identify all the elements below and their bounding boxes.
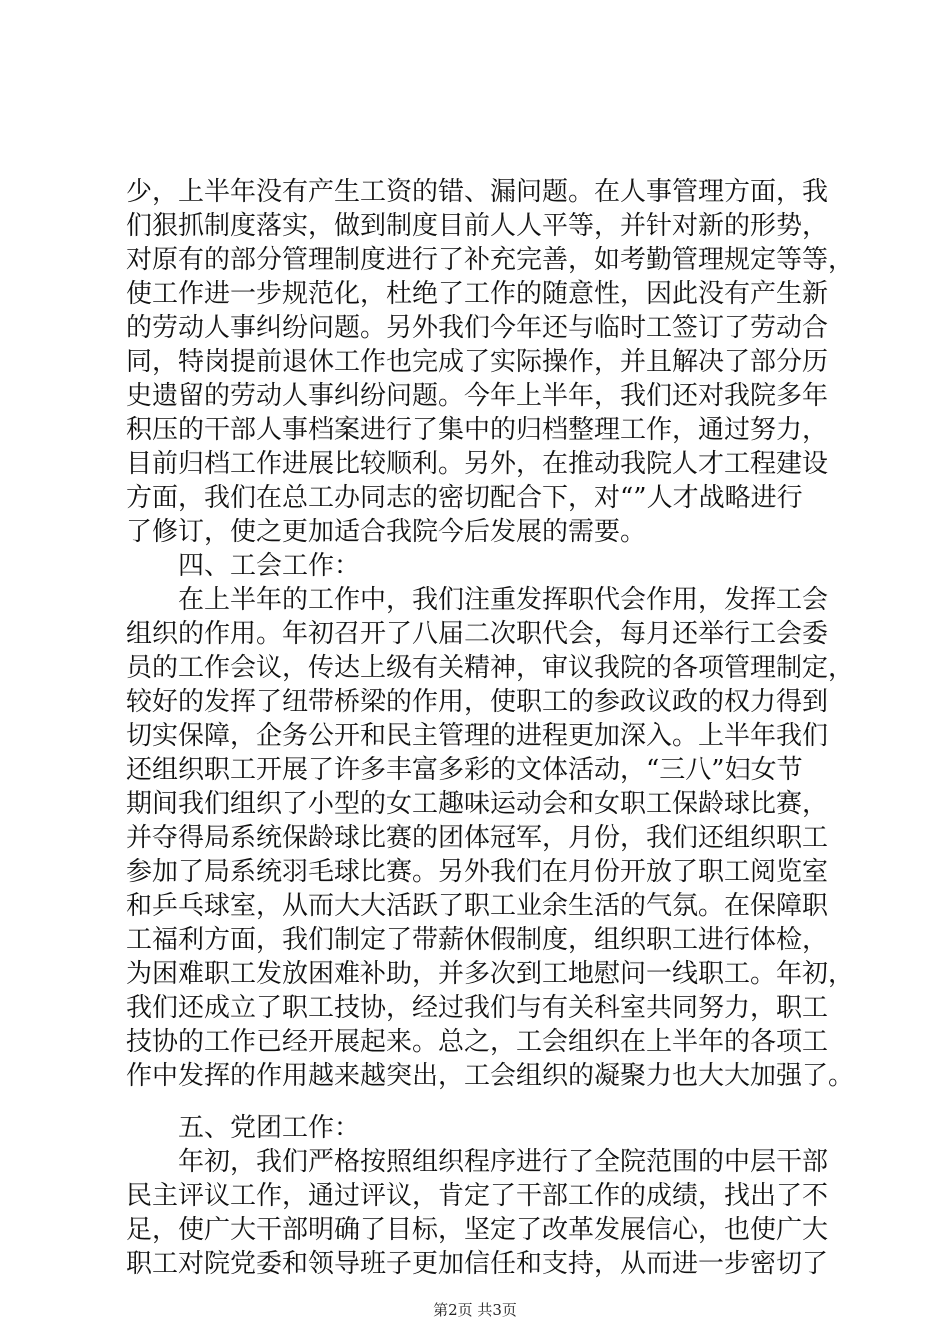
text-line: 了修订，使之更加适合我院今后发展的需要。	[126, 517, 647, 547]
text-line: 参加了局系统羽毛球比赛。另外我们在月份开放了职工阅览室	[126, 857, 829, 887]
text-line: 较好的发挥了纽带桥梁的作用，使职工的参政议政的权力得到	[126, 687, 829, 717]
page-number-footer: 第2页 共3页	[433, 1301, 517, 1319]
text-line: 为困难职工发放困难补助，并多次到工地慰问一线职工。年初，	[126, 959, 855, 989]
text-line: 在上半年的工作中，我们注重发挥职代会作用，发挥工会	[178, 585, 829, 615]
text-line: 组织的作用。年初召开了八届二次职代会，每月还举行工会委	[126, 619, 829, 649]
section-heading: 四、工会工作：	[178, 551, 361, 581]
text-line: 们狠抓制度落实，做到制度目前人人平等，并针对新的形势，	[126, 211, 829, 241]
section-heading: 五、党团工作：	[178, 1113, 361, 1143]
text-line: 工福利方面，我们制定了带薪休假制度，组织职工进行体检，	[126, 925, 829, 955]
text-line: 和乒乓球室，从而大大活跃了职工业余生活的气氛。在保障职	[126, 891, 829, 921]
text-line: 年初，我们严格按照组织程序进行了全院范围的中层干部	[178, 1147, 829, 1177]
text-line: 少，上半年没有产生工资的错、漏问题。在人事管理方面，我	[126, 177, 829, 207]
text-line: 目前归档工作进展比较顺利。另外，在推动我院人才工程建设	[126, 449, 829, 479]
text-line: 切实保障，企务公开和民主管理的进程更加深入。上半年我们	[126, 721, 829, 751]
text-line: 积压的干部人事档案进行了集中的归档整理工作，通过努力，	[126, 415, 829, 445]
text-line: 作中发挥的作用越来越突出，工会组织的凝聚力也大大加强了。	[126, 1061, 855, 1091]
text-line: 对原有的部分管理制度进行了补充完善，如考勤管理规定等等，	[126, 245, 855, 275]
text-line: 足，使广大干部明确了目标，坚定了改革发展信心，也使广大	[126, 1215, 829, 1245]
text-line: 的劳动人事纠纷问题。另外我们今年还与临时工签订了劳动合	[126, 313, 829, 343]
text-line: 并夺得局系统保龄球比赛的团体冠军，月份，我们还组织职工	[126, 823, 829, 853]
text-line: 方面，我们在总工办同志的密切配合下，对“”人才战略进行	[126, 483, 803, 513]
text-line: 史遗留的劳动人事纠纷问题。今年上半年，我们还对我院多年	[126, 381, 829, 411]
text-line: 还组织职工开展了许多丰富多彩的文体活动，“三八”妇女节	[126, 755, 803, 785]
text-line: 同，特岗提前退休工作也完成了实际操作，并且解决了部分历	[126, 347, 829, 377]
text-line: 技协的工作已经开展起来。总之，工会组织在上半年的各项工	[126, 1027, 829, 1057]
text-line: 民主评议工作，通过评议，肯定了干部工作的成绩，找出了不	[126, 1181, 829, 1211]
text-line: 我们还成立了职工技协，经过我们与有关科室共同努力，职工	[126, 993, 829, 1023]
text-line: 使工作进一步规范化，杜绝了工作的随意性，因此没有产生新	[126, 279, 829, 309]
text-line: 期间我们组织了小型的女工趣味运动会和女职工保龄球比赛，	[126, 789, 829, 819]
text-line: 员的工作会议，传达上级有关精神，审议我院的各项管理制定，	[126, 653, 855, 683]
text-line: 职工对院党委和领导班子更加信任和支持，从而进一步密切了	[126, 1249, 829, 1279]
